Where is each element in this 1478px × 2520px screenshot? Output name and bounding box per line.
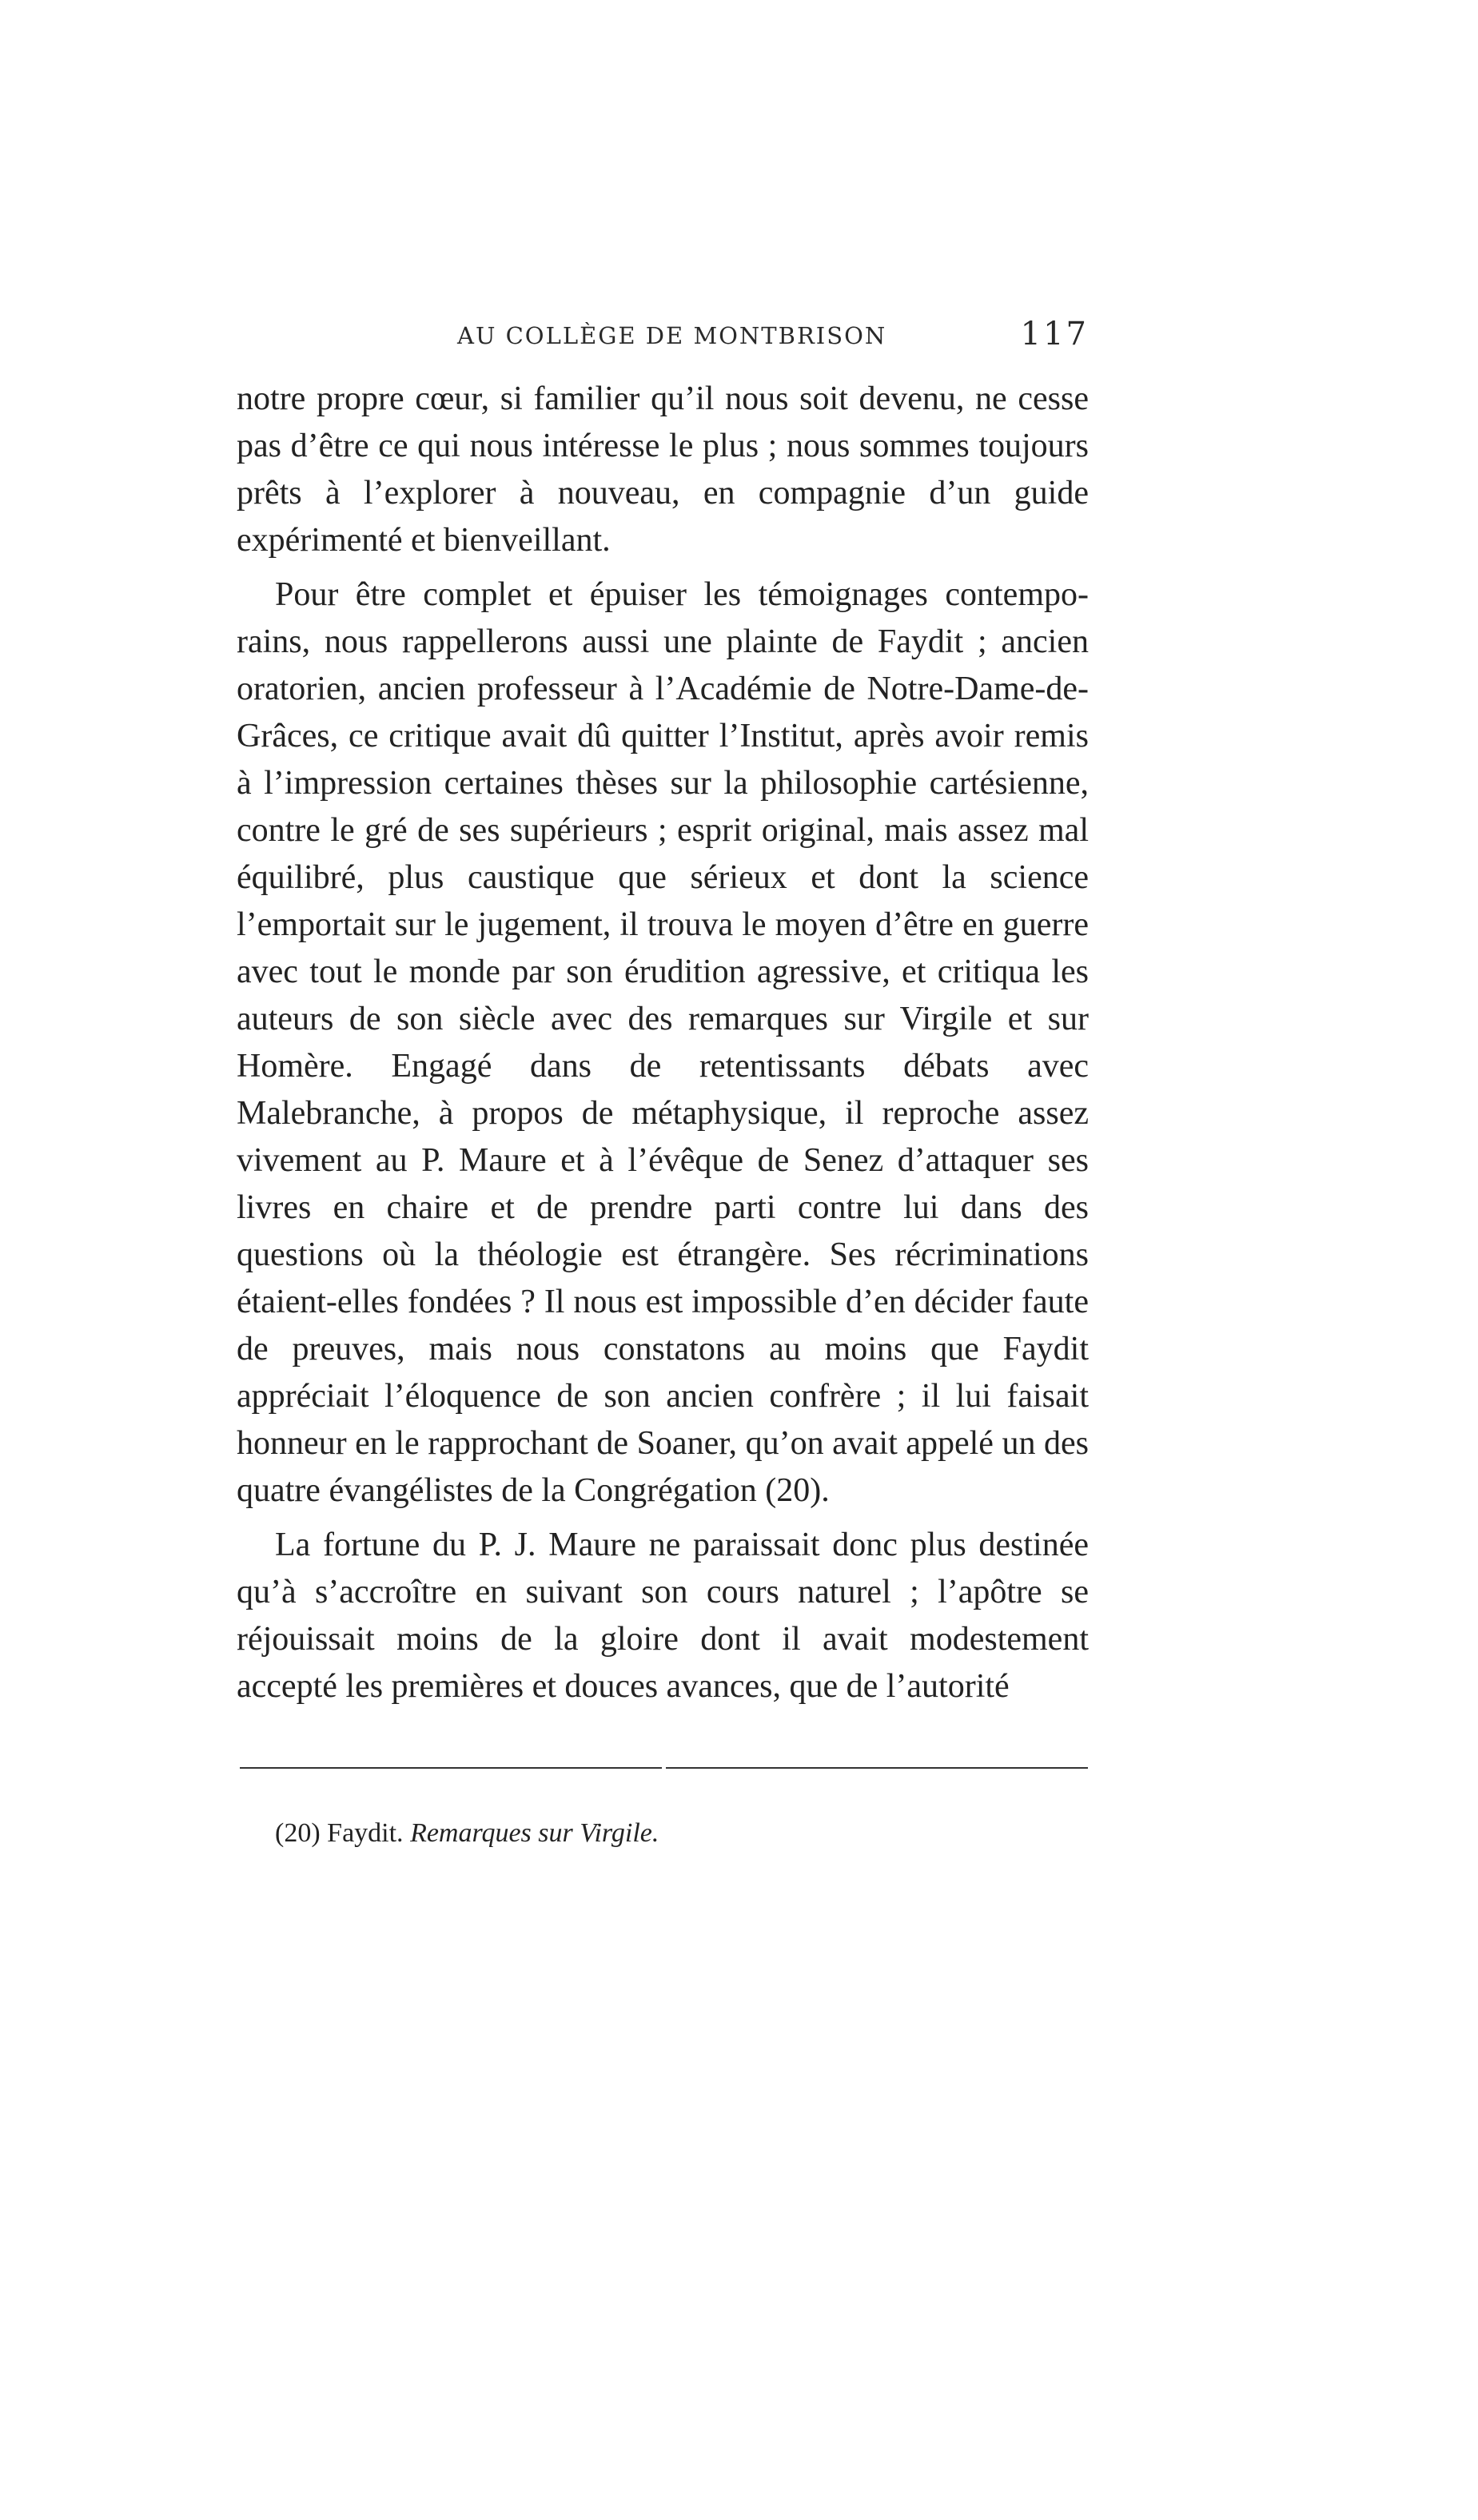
running-head [237, 316, 1089, 364]
paragraph-faydit: Pour être complet et épuiser les témoignages contemporains, nous rappellerons aussi une plainte de Faydit ; ancien oratorien, ancien professeur à l’Académie de Notre-Dame-de-Grâces, ce critique avait dû quitter l’Institut, après avoir remis à l’impression certaines thèses sur la philosophie cartésienne, contre le gré de ses supérieurs ; esprit original, mais assez mal équilibré, plus caustique que sérieux et dont la science l’emportait sur le jugement, il trouva le moyen d’être en guerre avec tout le monde par son érudition agressive, et critiqua les auteurs de son siècle avec des remarques sur Virgile et sur Homère. Engagé dans de retentissants débats avec Malebranche, à propos de métaphysique, il reproche assez vivement au P. Maure et à l’évêque de Senez d’attaquer ses livres en chaire et de prendre parti contre lui dans des questions où la théologie est étrangère. Ses récriminations étaient-elles fondées ? Il nous est impossible d’en décider faute de preuves, mais nous constatons au moins que Faydit appréciait l’éloquence de son ancien confrère ; il lui faisait honneur en le rapprochant de Soaner, qu’on avait appelé un des quatre évangélistes de la Congrégation (20). [237, 576, 1089, 1509]
footnote-marker: (20) [275, 1818, 321, 1848]
footnote-rule-left [240, 1767, 662, 1769]
body-text [237, 376, 1089, 1718]
paragraph-continuation: notre propre cœur, si familier qu’il nous soit devenu, ne cesse pas d’être ce qui nous intéresse le plus ; nous sommes toujours prêts à l’explorer à nouveau, en compagnie d’un guide expérimenté et bienveillant. [237, 380, 1089, 559]
footnote-title: Remarques sur Virgile. [410, 1818, 659, 1848]
running-title: AU COLLÈGE DE MONTBRISON [457, 322, 887, 349]
footnote [275, 1818, 659, 1849]
page-number: 117 [1020, 316, 1089, 352]
paragraph-fortune: La fortune du P. J. Maure ne paraissait donc plus destinée qu’à s’accroître en suivant son cours naturel ; l’apôtre se réjouissait moins de la gloire dont il avait modestement accepté les premières et douces avances, que de l’autorité [237, 1527, 1089, 1705]
footnote-rule-right [666, 1767, 1088, 1769]
footnote-author: Faydit. [327, 1818, 404, 1848]
